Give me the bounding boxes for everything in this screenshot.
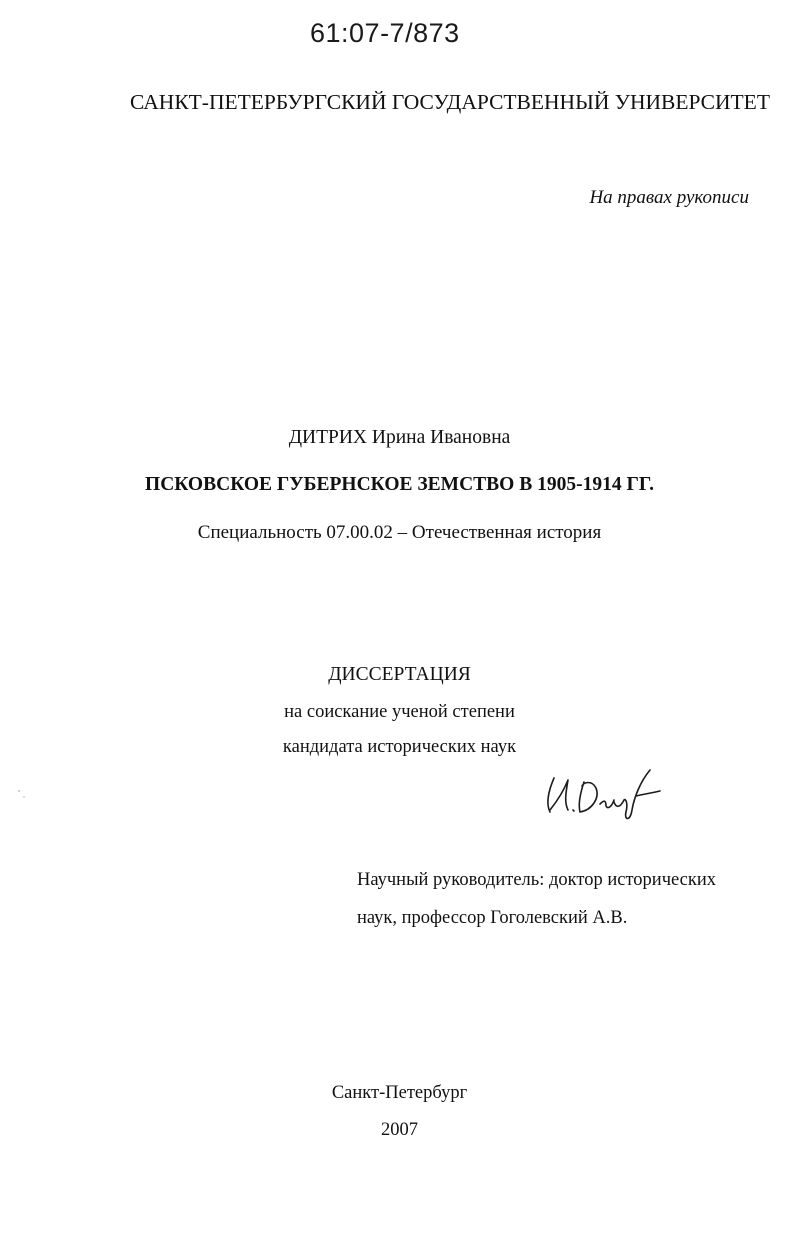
scan-speck (16, 788, 28, 800)
archive-number: 61:07-7/873 (310, 18, 460, 48)
city: Санкт-Петербург (331, 1083, 468, 1103)
supervisor-line-1: Научный руководитель: доктор исторических (357, 870, 717, 890)
supervisor-line-2: наук, профессор Гоголевский А.В. (357, 908, 628, 928)
degree-line-2: кандидата исторических наук (282, 737, 517, 757)
document-type: ДИССЕРТАЦИЯ (328, 664, 471, 685)
manuscript-note: На правах рукописи (589, 187, 749, 208)
thesis-title: ПСКОВСКОЕ ГУБЕРНСКОЕ ЗЕМСТВО В 1905-1914 ГГ. (145, 474, 654, 495)
specialty: Специальность 07.00.02 – Отечественная история (197, 522, 602, 543)
university-name: САНКТ-ПЕТЕРБУРГСКИЙ ГОСУДАРСТВЕННЫЙ УНИВЕРСИТЕТ (130, 90, 770, 114)
year: 2007 (381, 1120, 418, 1140)
handwritten-signature (540, 760, 670, 830)
author-name: ДИТРИХ Ирина Ивановна (288, 427, 511, 448)
degree-line-1: на соискание ученой степени (284, 702, 515, 722)
